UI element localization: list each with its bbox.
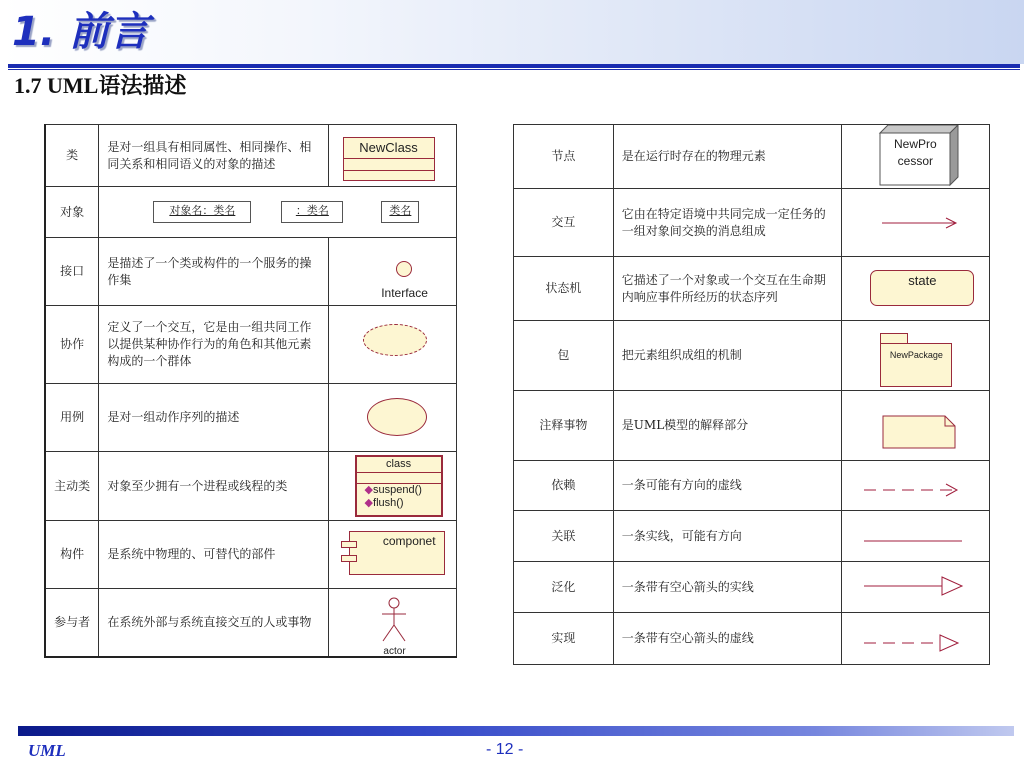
table-row bbox=[45, 238, 457, 306]
table-row bbox=[514, 189, 990, 257]
collaboration-figure bbox=[328, 306, 456, 384]
row-name: 构件 bbox=[45, 521, 99, 589]
row-name: 参与者 bbox=[45, 589, 99, 657]
row-name: 状态机 bbox=[514, 257, 614, 321]
table-row bbox=[514, 562, 990, 613]
component-figure bbox=[328, 521, 456, 589]
row-desc: 是描述了一个类或构件的一个服务的操作集 bbox=[99, 238, 328, 306]
page-title: 1. 前言 bbox=[12, 9, 149, 55]
row-desc: 一条带有空心箭头的虚线 bbox=[613, 613, 842, 665]
row-desc: 是在运行时存在的物理元素 bbox=[613, 125, 842, 189]
row-desc: 对象至少拥有一个进程或线程的类 bbox=[99, 452, 328, 521]
table-row bbox=[45, 452, 457, 521]
row-name: 对象 bbox=[45, 187, 99, 238]
interface-lollipop-icon bbox=[396, 261, 412, 277]
collaboration-dashed-ellipse bbox=[363, 324, 427, 356]
row-desc: 在系统外部与系统直接交互的人或事物 bbox=[99, 589, 328, 657]
usecase-ellipse bbox=[367, 398, 427, 436]
object-label: 对象名：类名 bbox=[169, 204, 236, 217]
object-box-class bbox=[381, 201, 419, 223]
dependency-dashed-arrow-icon bbox=[864, 483, 960, 497]
component-label: componet bbox=[382, 534, 436, 548]
row-name: 类 bbox=[45, 125, 99, 187]
left-notation-table bbox=[44, 124, 457, 658]
object-figure bbox=[99, 187, 457, 238]
interface-label: Interface bbox=[381, 286, 428, 300]
row-name: 主动类 bbox=[45, 452, 99, 521]
footer-bar bbox=[18, 726, 1014, 736]
row-desc: 定义了一个交互，它是由一组共同工作以提供某种协作行为的角色和其他元素构成的一个群体 bbox=[99, 306, 328, 384]
row-desc: 把元素组织成组的机制 bbox=[613, 321, 842, 391]
table-row bbox=[514, 321, 990, 391]
note-figure bbox=[842, 391, 990, 461]
page-number: - 12 - bbox=[486, 741, 524, 758]
actor-label: actor bbox=[383, 646, 406, 657]
table-row bbox=[45, 521, 457, 589]
package-body: NewPackage bbox=[880, 343, 952, 387]
realization-hollow-dashed-arrow-icon bbox=[864, 631, 964, 655]
class-name-label: NewClass bbox=[344, 138, 434, 159]
row-name: 泛化 bbox=[514, 562, 614, 613]
row-desc: 是系统中物理的、可替代的部件 bbox=[99, 521, 328, 589]
row-name: 关联 bbox=[514, 511, 614, 562]
row-name: 接口 bbox=[45, 238, 99, 306]
row-name: 用例 bbox=[45, 384, 99, 452]
row-name: 注释事物 bbox=[514, 391, 614, 461]
object-label: 类名 bbox=[389, 204, 412, 217]
state-figure bbox=[842, 257, 990, 321]
title-underline bbox=[8, 64, 1020, 68]
object-box-anonymous bbox=[281, 201, 343, 223]
generalization-figure bbox=[842, 562, 990, 613]
active-class-attr-compartment bbox=[357, 473, 441, 484]
row-desc: 一条可能有方向的虚线 bbox=[613, 461, 842, 511]
active-class-label: class bbox=[357, 457, 441, 473]
message-figure bbox=[842, 189, 990, 257]
table-row bbox=[514, 125, 990, 189]
row-name: 节点 bbox=[514, 125, 614, 189]
dependency-figure bbox=[842, 461, 990, 511]
footer-course-label: UML bbox=[28, 741, 66, 760]
row-desc: 它描述了一个对象或一个交互在生命期内响应事件所经历的状态序列 bbox=[613, 257, 842, 321]
row-name: 协作 bbox=[45, 306, 99, 384]
row-desc: 它由在特定语境中共同完成一定任务的一组对象间交换的消息组成 bbox=[613, 189, 842, 257]
operation-item: ◆flush() bbox=[364, 497, 404, 509]
table-row bbox=[45, 306, 457, 384]
table-row bbox=[45, 589, 457, 657]
section-title: 1.7 UML语法描述 bbox=[14, 73, 187, 98]
row-desc: 是对一组动作序列的描述 bbox=[99, 384, 328, 452]
usecase-figure bbox=[328, 384, 456, 452]
operation-icon: ◆ bbox=[364, 497, 374, 509]
table-row bbox=[514, 391, 990, 461]
object-box-full bbox=[153, 201, 251, 223]
title-bar bbox=[0, 0, 1024, 64]
message-arrow-icon bbox=[882, 217, 958, 229]
right-notation-table bbox=[513, 124, 990, 665]
state-box: state bbox=[870, 270, 974, 306]
interface-figure bbox=[328, 238, 456, 306]
row-desc: 一条带有空心箭头的实线 bbox=[613, 562, 842, 613]
package-figure bbox=[842, 321, 990, 391]
association-figure bbox=[842, 511, 990, 562]
active-class-box bbox=[355, 455, 443, 517]
operation-icon: ◆ bbox=[364, 484, 374, 496]
row-desc: 一条实线，可能有方向 bbox=[613, 511, 842, 562]
generalization-hollow-arrow-icon bbox=[864, 574, 964, 598]
active-class-figure bbox=[328, 452, 456, 521]
node-label bbox=[882, 136, 948, 170]
node-label-line: cessor bbox=[897, 154, 934, 168]
class-figure bbox=[328, 125, 456, 187]
row-desc: 是对一组具有相同属性、相同操作、相同关系和相同语义的对象的描述 bbox=[99, 125, 328, 187]
stick-figure-icon bbox=[377, 597, 411, 645]
note-icon bbox=[882, 415, 956, 449]
table-row bbox=[514, 461, 990, 511]
object-label: ：类名 bbox=[295, 204, 329, 217]
table-row bbox=[45, 187, 457, 238]
row-name: 交互 bbox=[514, 189, 614, 257]
realization-figure bbox=[842, 613, 990, 665]
table-row bbox=[514, 613, 990, 665]
table-row bbox=[45, 384, 457, 452]
row-desc: 是UML模型的解释部分 bbox=[613, 391, 842, 461]
package-tab-icon bbox=[880, 333, 908, 343]
table-row bbox=[514, 257, 990, 321]
operation-item: ◆suspend() bbox=[364, 484, 422, 496]
row-name: 实现 bbox=[514, 613, 614, 665]
title-underline-thin bbox=[8, 69, 1020, 70]
table-row bbox=[45, 125, 457, 187]
actor-figure bbox=[328, 589, 456, 657]
class-box bbox=[343, 137, 435, 181]
row-name: 依赖 bbox=[514, 461, 614, 511]
node-figure bbox=[842, 125, 990, 189]
class-attr-compartment bbox=[344, 159, 434, 171]
table-row bbox=[514, 511, 990, 562]
node-label-line: NewPro bbox=[894, 137, 937, 151]
association-line-icon bbox=[864, 539, 964, 543]
component-tab-icon bbox=[341, 555, 357, 562]
component-box bbox=[349, 531, 445, 575]
component-tab-icon bbox=[341, 541, 357, 548]
row-name: 包 bbox=[514, 321, 614, 391]
